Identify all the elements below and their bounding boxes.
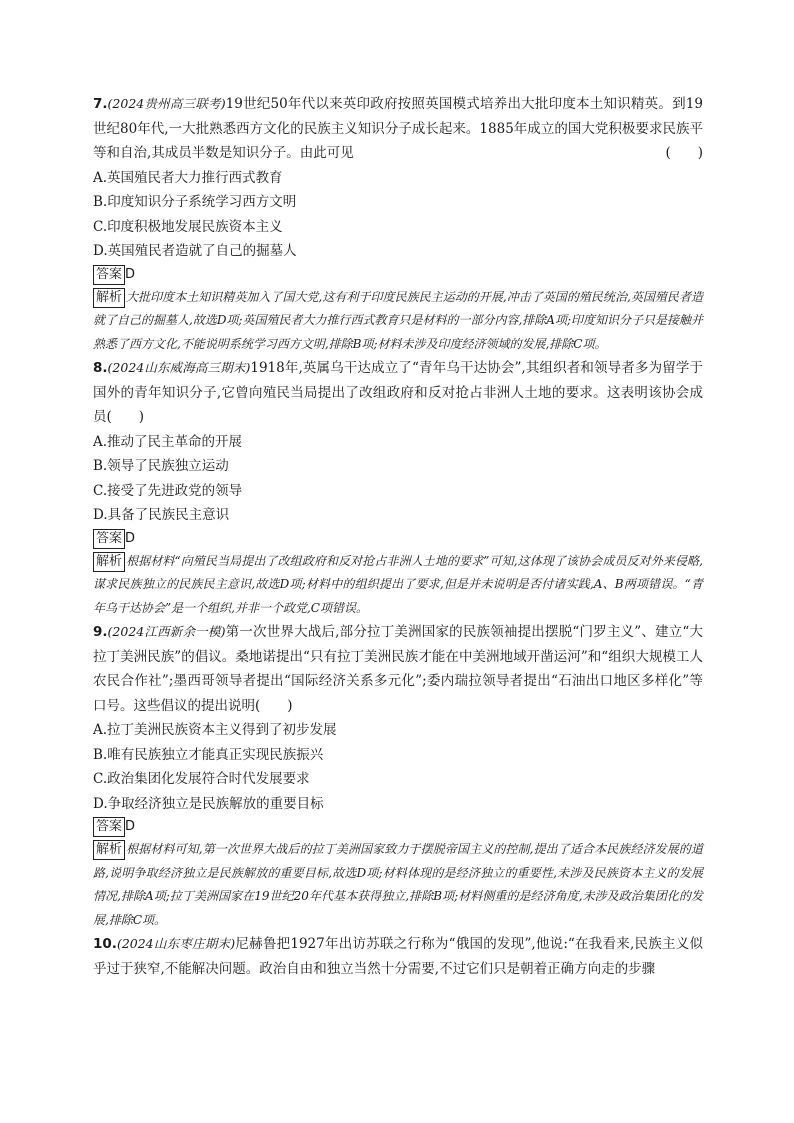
option-b: B.唯有民族独立才能真正实现民族振兴 (93, 746, 324, 763)
option-c: C.政治集团化发展符合时代发展要求 (93, 771, 310, 787)
explanation (93, 286, 703, 357)
option-a: A.推动了民主革命的开展 (93, 433, 243, 450)
answer-row (93, 528, 703, 550)
option-a: A.拉丁美洲民族资本主义得到了初步发展 (93, 722, 337, 738)
explanation-text: 根据材料“向殖民当局提出了改组政府和反对抢占非洲人土地的要求”可知,这体现了该协会成员反对外来侵略,谋求民族独立的民族民主意识,故选D项;材料中的组织提出了要求,但是并未说明是否付诸实践,A、B两项错误。“青年乌干达协会”是一个组织,并非一个政党,C项错误。 (93, 553, 703, 615)
answer-value: D (125, 819, 136, 834)
question-stem: 9.(2024江西新余一模)第一次世界大战后,部分拉丁美洲国家的民族领袖提出摆脱“门罗主义”、建立“大拉丁美洲民族”的倡议。桑地诺提出“只有拉丁美洲民族才能在中美洲地域开凿运河”和“组织大规模工人农民合作社”;墨西哥领导者提出“国际经济关系多元化”;委内瑞拉领导者提出“石油出口地区多样化”等口号。这些倡议的提出说明( ) (93, 624, 703, 714)
question-number: 8 (93, 360, 103, 376)
answer-row (93, 816, 703, 838)
option-b: B.领导了民族独立运动 (93, 458, 229, 474)
question-text: 19世纪50年代以来英印政府按照英国模式培养出大批印度本土知识精英。到19世纪80年代,一大批熟悉西方文化的民族主义知识分子成长起来。1885年成立的国大党积极要求民族平等和自治,其成员半数是知识分子。由此可见 (93, 96, 703, 161)
explanation (93, 550, 703, 621)
option-d: D.英国殖民者造就了自己的掘墓人 (93, 243, 297, 259)
question-stem: 7.(2024贵州高三联考)19世纪50年代以来英印政府按照英国模式培养出大批印度本土知识精英。到19世纪80年代,一大批熟悉西方文化的民族主义知识分子成长起来。1885年成立的国大党积极要求民族平等和自治,其成员半数是知识分子。由此可见 ( ) (93, 92, 703, 166)
question-9 (93, 620, 703, 932)
option-b: B.印度知识分子系统学习西方文明 (93, 194, 297, 210)
explanation (93, 838, 703, 932)
question-stem: 8.(2024山东威海高三期末)1918年,英属乌干达成立了“青年乌干达协会”,其组织者和领导者多为留学于国外的青年知识分子,它曾向殖民当局提出了改组政府和反对抢占非洲人土地的要求。这表明该协会成员( ) (93, 360, 703, 425)
option-c: C.印度积极地发展民族资本主义 (93, 218, 283, 235)
question-number: 7 (93, 96, 103, 112)
answer-value: D (125, 266, 136, 282)
question-source: (2024山东威海高三期末) (107, 360, 251, 375)
explanation-label: 解析 (93, 288, 125, 308)
explanation-label: 解析 (93, 840, 125, 860)
question-source: (2024贵州高三联考) (107, 96, 226, 111)
question-number: 10 (93, 936, 112, 952)
option-a: A.英国殖民者大力推行西式教育 (93, 169, 283, 186)
explanation-text: 根据材料可知,第一次世界大战后的拉丁美洲国家致力于摆脱帝国主义的控制,提出了适合本民族经济发展的道路,说明争取经济独立是民族解放的重要目标,故选D项;材料体现的是经济独立的重要性,未涉及民族资本主义的发展情况,排除A项;拉丁美洲国家在19世纪20年代基本获得独立,排除B项;材料侧重的是经济角度,未涉及政治集团化的发展,排除C项。 (93, 842, 703, 927)
explanation-text: 大批印度本土知识精英加入了国大党,这有利于印度民族民主运动的开展,冲击了英国的殖民统治,英国殖民者造就了自己的掘墓人,故选D项;英国殖民者大力推行西式教育只是材料的一部分内容,排除A项;印度知识分子只是接触并熟悉了西方文化,不能说明系统学习西方文明,排除B项;材料未涉及印度经济领域的发展,排除C项。 (93, 289, 704, 351)
option-c: C.接受了先进政党的领导 (93, 482, 243, 499)
answer-label: 答案 (93, 265, 125, 285)
question-7 (93, 92, 703, 356)
question-source: (2024山东枣庄期末) (116, 936, 236, 951)
question-10 (93, 932, 703, 981)
document-page (93, 92, 703, 981)
option-d: D.争取经济独立是民族解放的重要目标 (93, 795, 324, 812)
question-8 (93, 356, 703, 620)
answer-label: 答案 (93, 529, 125, 549)
question-source: (2024江西新余一模) (107, 624, 226, 639)
question-number: 9 (93, 624, 103, 640)
question-text: 第一次世界大战后,部分拉丁美洲国家的民族领袖提出摆脱“门罗主义”、建立“大拉丁美洲民族”的倡议。桑地诺提出“只有拉丁美洲民族才能在中美洲地域开凿运河”和“组织大规模工人农民合作社”;墨西哥领导者提出“国际经济关系多元化”;委内瑞拉领导者提出“石油出口地区多样化”等口号。这些倡议的提出说明( ) (93, 624, 703, 714)
option-d: D.具备了民族民主意识 (93, 507, 230, 523)
question-text: 尼赫鲁把1927年出访苏联之行称为“俄国的发现”,他说:“在我看来,民族主义似乎过于狭窄,不能解决问题。政治自由和独立当然十分需要,不过它们只是朝着正确方向走的步骤 (93, 936, 703, 977)
answer-label: 答案 (93, 817, 125, 837)
explanation-label: 解析 (93, 552, 125, 572)
answer-paren: ( ) (665, 145, 703, 161)
question-text: 1918年,英属乌干达成立了“青年乌干达协会”,其组织者和领导者多为留学于国外的青年知识分子,它曾向殖民当局提出了改组政府和反对抢占非洲人土地的要求。这表明该协会成员( ) (93, 360, 703, 425)
question-stem: 10.(2024山东枣庄期末)尼赫鲁把1927年出访苏联之行称为“俄国的发现”,他说:“在我看来,民族主义似乎过于狭窄,不能解决问题。政治自由和独立当然十分需要,不过它们只是朝着正确方向走的步骤 (93, 936, 703, 977)
answer-row (93, 264, 703, 286)
answer-value: D (125, 530, 136, 546)
